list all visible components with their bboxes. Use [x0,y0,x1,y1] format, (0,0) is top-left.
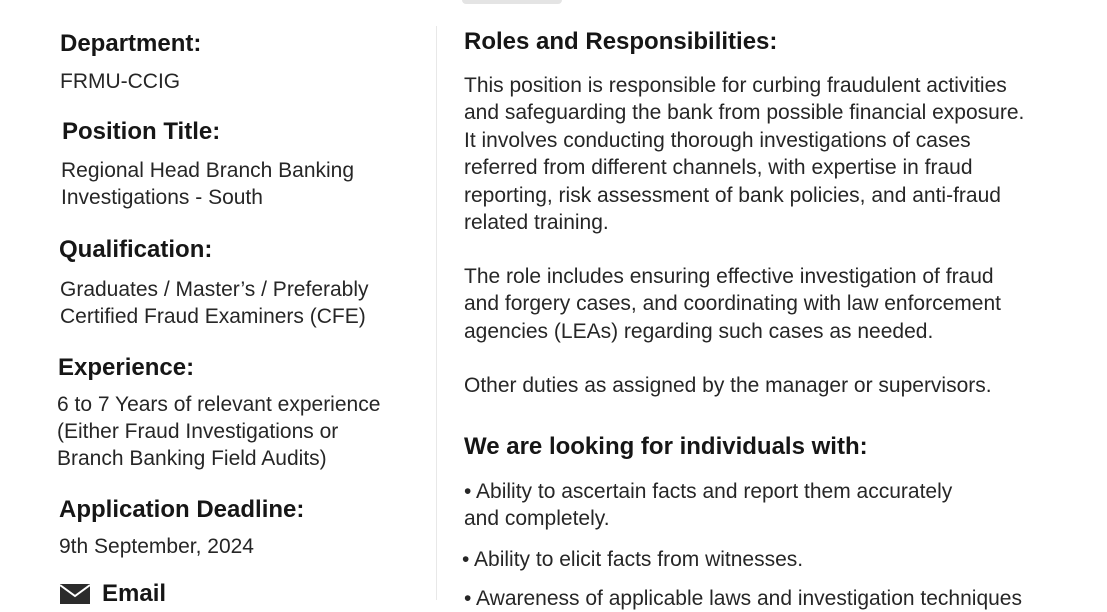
bullet-item [464,585,1022,612]
roles-p2-line: and forgery cases, and coordinating with law enforcement [464,292,1001,316]
bullet-line: • Ability to elicit facts from witnesses. [462,548,804,571]
right-column [462,0,1094,610]
roles-p1-line: and safeguarding the bank from possible financial exposure. [464,101,1025,125]
roles-paragraph-3 [464,372,1104,399]
bullet-item [464,478,952,533]
email-heading: Email [102,580,167,607]
department-value: FRMU-CCIG [60,70,181,93]
qualification-line-2: Certified Fraud Examiners (CFE) [60,305,366,328]
position-title-heading: Position Title: [62,118,221,145]
roles-p2-line: agencies (LEAs) regarding such cases as needed. [464,319,934,343]
experience-heading: Experience: [58,354,195,381]
position-title-line-2: Investigations - South [61,186,263,209]
roles-p1-line: This position is responsible for curbing fraudulent activities [464,74,1007,97]
qualification-line-1: Graduates / Master’s / Preferably [60,278,369,301]
column-divider [436,26,437,600]
roles-paragraph-1 [464,72,1104,236]
roles-p1-line: related training. [464,211,609,235]
roles-p3-line: Other duties as assigned by the manager or supervisors. [464,374,992,397]
roles-p1-line: referred from different channels, with expertise in fraud [464,156,973,180]
left-column [0,0,436,607]
roles-paragraph-2 [464,263,1104,345]
department-heading: Department: [60,30,202,57]
roles-p1-line: It involves conducting thorough investigations of cases [464,128,971,152]
roles-p1-line: reporting, risk assessment of bank policies, and anti-fraud [464,183,1001,207]
experience-line-3: Branch Banking Field Audits) [57,447,327,470]
looking-for-heading: We are looking for individuals with: [464,433,868,460]
position-title-line-1: Regional Head Branch Banking [61,159,355,182]
roles-p2-line: The role includes ensuring effective investigation of fraud [464,265,994,288]
experience-line-2: (Either Fraud Investigations or [57,420,339,443]
qualification-heading: Qualification: [59,236,213,263]
bullet-line: • Ability to ascertain facts and report them accurately [464,480,953,503]
deadline-heading: Application Deadline: [59,496,305,523]
roles-heading: Roles and Responsibilities: [464,28,778,55]
bullet-line: and completely. [464,507,610,531]
envelope-icon [60,584,90,604]
bullet-line: • Awareness of applicable laws and investigation techniques [464,587,1022,610]
deadline-value: 9th September, 2024 [59,535,254,558]
bullet-item [462,546,803,573]
experience-line-1: 6 to 7 Years of relevant experience [57,393,381,416]
